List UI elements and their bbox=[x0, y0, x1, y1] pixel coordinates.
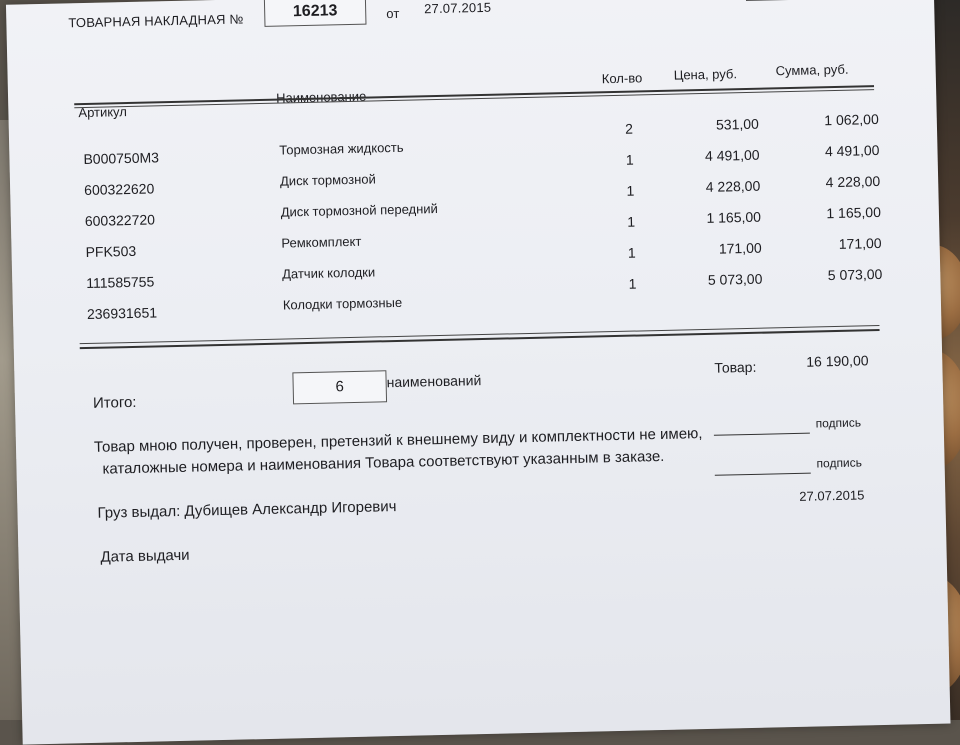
total-label: Итого: bbox=[92, 393, 137, 412]
item-qty: 1 bbox=[628, 275, 637, 292]
goods-label: Товар: bbox=[714, 358, 757, 376]
header-corner-box bbox=[746, 0, 868, 1]
signature-line-1 bbox=[714, 433, 810, 436]
item-name: Диск тормозной передний bbox=[280, 201, 438, 220]
item-qty: 1 bbox=[625, 151, 634, 168]
item-sum: 4 491,00 bbox=[824, 141, 880, 160]
item-price: 1 165,00 bbox=[706, 208, 762, 226]
item-price: 5 073,00 bbox=[707, 270, 763, 288]
item-name: Тормозная жидкость bbox=[279, 139, 404, 158]
header-rule-thin bbox=[74, 89, 874, 108]
item-article: B000750M3 bbox=[83, 149, 160, 168]
column-price: Цена, руб. bbox=[673, 66, 738, 83]
column-article: Артикул bbox=[78, 104, 128, 121]
signature-line-2 bbox=[715, 473, 811, 476]
invoice-title: ТОВАРНАЯ НАКЛАДНАЯ № bbox=[68, 11, 244, 31]
total-count-box bbox=[292, 370, 387, 404]
issue-date-label: Дата выдачи bbox=[100, 546, 190, 566]
item-price: 531,00 bbox=[715, 115, 760, 133]
invoice-number: 16213 bbox=[292, 2, 338, 21]
item-name: Ремкомплект bbox=[281, 233, 362, 251]
issuer-date: 27.07.2015 bbox=[799, 487, 865, 504]
item-sum: 171,00 bbox=[838, 234, 882, 252]
item-sum: 4 228,00 bbox=[825, 172, 881, 191]
column-sum: Сумма, руб. bbox=[775, 61, 849, 79]
invoice-date: 27.07.2015 bbox=[423, 0, 492, 17]
total-count-label: наименований bbox=[386, 372, 482, 391]
total-count: 6 bbox=[335, 378, 345, 396]
goods-sum: 16 190,00 bbox=[806, 352, 869, 370]
table-bottom-rule-thin bbox=[80, 325, 880, 344]
item-qty: 1 bbox=[626, 182, 635, 199]
item-name: Колодки тормозные bbox=[282, 294, 403, 313]
item-name: Датчик колодки bbox=[281, 264, 376, 282]
table-bottom-rule bbox=[80, 329, 880, 349]
column-qty: Кол-во bbox=[601, 70, 643, 87]
signature-label-2: подпись bbox=[816, 455, 863, 471]
item-article: 111585755 bbox=[86, 273, 155, 292]
issuer-label: Груз выдал: Дубищев Александр Игоревич bbox=[97, 498, 397, 522]
statement-line-1: Товар мною получен, проверен, претензий к внешнему виду и комплектности не имею, bbox=[93, 425, 703, 456]
item-name: Диск тормозной bbox=[279, 171, 376, 189]
header-rule bbox=[74, 85, 874, 105]
column-name: Наименование bbox=[275, 88, 367, 106]
item-qty: 1 bbox=[627, 213, 636, 230]
item-price: 4 228,00 bbox=[705, 177, 761, 195]
item-sum: 1 165,00 bbox=[826, 203, 882, 222]
item-sum: 1 062,00 bbox=[824, 110, 879, 129]
invoice-number-box bbox=[264, 0, 367, 27]
invoice-sheet bbox=[6, 0, 951, 745]
statement-line-2: каталожные номера и наименования Товара соответствуют указанным в заказе. bbox=[102, 447, 665, 478]
item-article: 600322720 bbox=[84, 211, 156, 230]
item-price: 4 491,00 bbox=[704, 146, 760, 164]
item-qty: 2 bbox=[624, 120, 634, 137]
item-article: 600322620 bbox=[83, 180, 155, 199]
item-article: 236931651 bbox=[86, 304, 158, 322]
item-article: PFK503 bbox=[85, 242, 137, 261]
signature-label-1: подпись bbox=[815, 415, 862, 431]
item-qty: 1 bbox=[627, 244, 636, 261]
item-price: 171,00 bbox=[718, 239, 762, 257]
date-from-label: от bbox=[386, 5, 400, 22]
item-sum: 5 073,00 bbox=[827, 265, 883, 284]
